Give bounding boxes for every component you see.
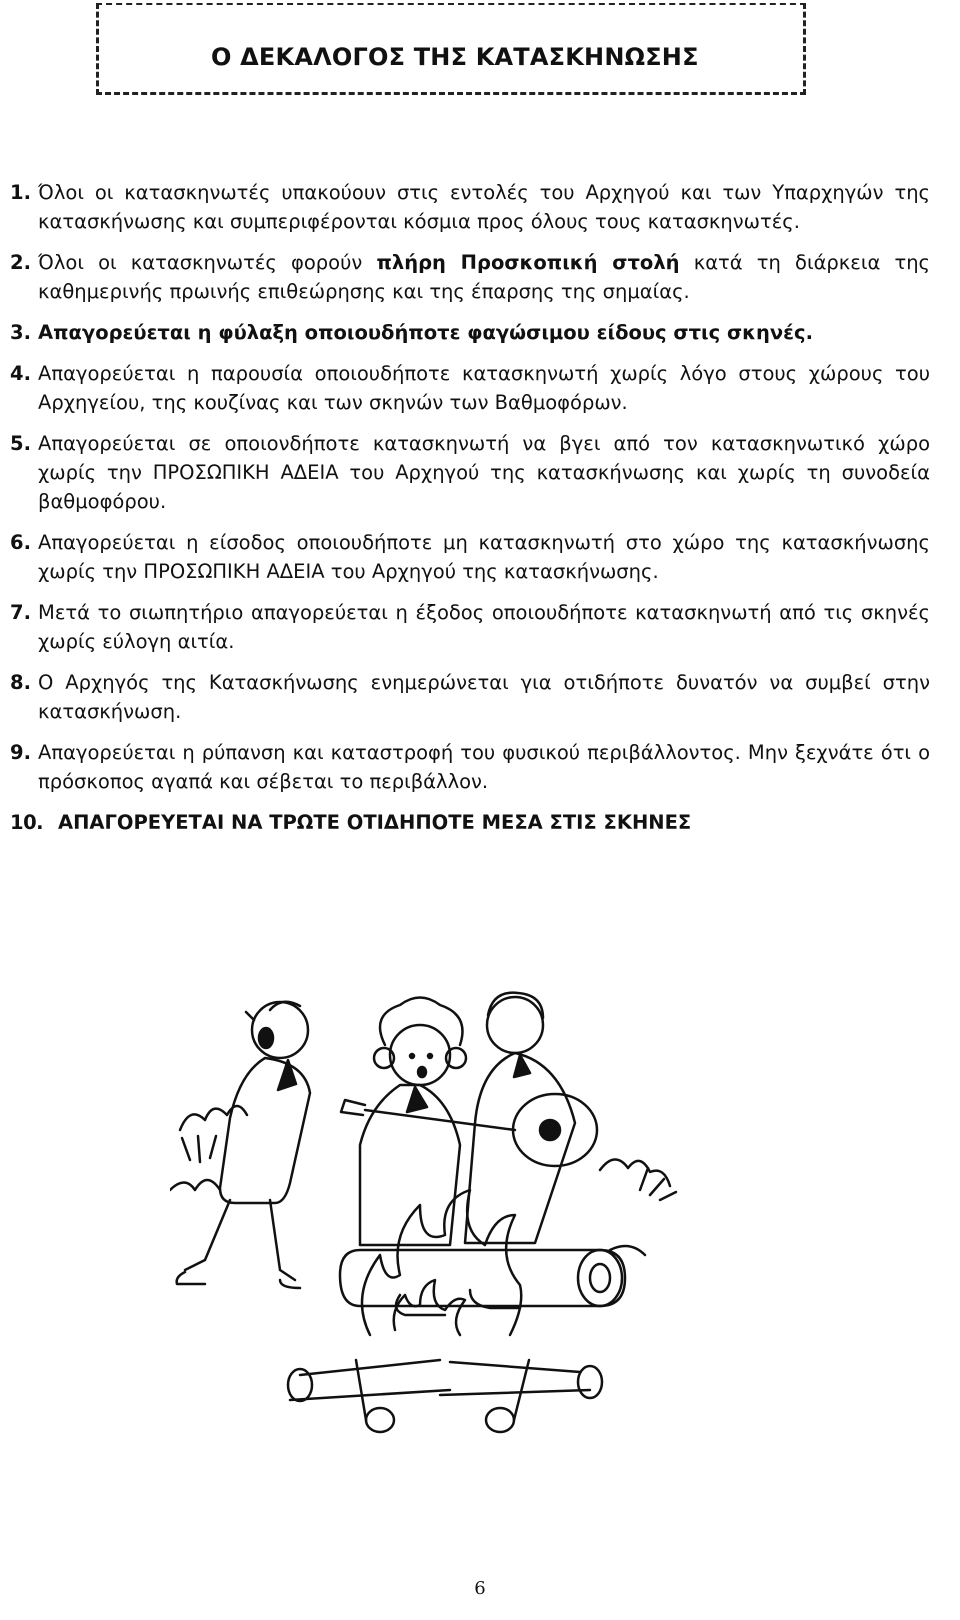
rule-5 <box>10 429 930 516</box>
rule-number: 3. <box>10 321 31 344</box>
rule-text: Απαγορεύεται σε οποιονδήποτε κατασκηνωτή να βγει από τον κατασκηνωτικό χώρο χωρίς την ΠΡΟΣΩΠΙΚΗ ΑΔΕΙΑ του Αρχηγού της κατασκήνωσης και χωρίς τη συνοδεία βαθμοφόρου. <box>38 432 930 513</box>
page-title: Ο ΔΕΚΑΛΟΓΟΣ ΤΗΣ ΚΑΤΑΣΚΗΝΩΣΗΣ <box>211 43 699 71</box>
title-box <box>96 3 806 95</box>
rule-7 <box>10 598 930 656</box>
rule-8 <box>10 668 930 726</box>
rule-number: 4. <box>10 362 31 385</box>
rule-number: 6. <box>10 531 31 554</box>
rule-text: Απαγορεύεται η ρύπανση και καταστροφή του φυσικού περιβάλλοντος. Μην ξεχνάτε ότι ο πρόσκοπος αγαπά και σέβεται το περιβάλλον. <box>38 741 930 793</box>
rule-number: 10. <box>10 811 44 834</box>
rule-4 <box>10 359 930 417</box>
rule-number: 5. <box>10 432 31 455</box>
rule-6 <box>10 528 930 586</box>
rule-text: ΑΠΑΓΟΡΕΥΕΤΑΙ ΝΑ ΤΡΩΤΕ ΟΤΙΔΗΠΟΤΕ ΜΕΣΑ ΣΤΙΣ ΣΚΗΝΕΣ <box>58 811 692 834</box>
rule-text-start: Όλοι οι κατασκηνωτές φορούν <box>38 251 377 274</box>
rule-number: 2. <box>10 251 31 274</box>
rule-text: Όλοι οι κατασκηνωτές υπακούουν στις εντολές του Αρχηγού και των Υπαρχηγών της κατασκήνωσης και συμπεριφέρονται κόσμια προς όλους τους κατασκηνωτές. <box>38 181 930 233</box>
page-number: 6 <box>474 1578 486 1599</box>
rules-list <box>10 178 930 849</box>
rule-text: Απαγορεύεται η παρουσία οποιουδήποτε κατασκηνωτή χωρίς λόγο στους χώρους του Αρχηγείου, της κουζίνας και των σκηνών των Βαθμοφόρων. <box>38 362 930 414</box>
rule-9 <box>10 738 930 796</box>
rule-text-emphasis: πλήρη Προσκοπική στολή <box>376 251 680 274</box>
campfire-illustration <box>170 990 690 1445</box>
rule-2 <box>10 248 930 306</box>
rule-number: 9. <box>10 741 31 764</box>
rule-number: 7. <box>10 601 31 624</box>
rule-text: Μετά το σιωπητήριο απαγορεύεται η έξοδος οποιουδήποτε κατασκηνωτή από τις σκηνές χωρίς εύλογη αιτία. <box>38 601 930 653</box>
rule-number: 8. <box>10 671 31 694</box>
rule-text: Απαγορεύεται η φύλαξη οποιουδήποτε φαγώσιμου είδους στις σκηνές. <box>38 321 813 344</box>
rule-text-end: κατά τη διάρκεια της καθημερινής πρωινής επιθεώρησης και της έπαρσης της σημαίας. <box>38 251 930 303</box>
rule-1 <box>10 178 930 236</box>
rule-text: Απαγορεύεται η είσοδος οποιουδήποτε μη κατασκηνωτή στο χώρο της κατασκήνωσης χωρίς την ΠΡΟΣΩΠΙΚΗ ΑΔΕΙΑ του Αρχηγού της κατασκήνωσης. <box>38 531 930 583</box>
rule-text: Ο Αρχηγός της Κατασκήνωσης ενημερώνεται για οτιδήποτε δυνατόν να συμβεί στην κατασκήνωση. <box>38 671 930 723</box>
rule-10 <box>10 808 930 837</box>
rule-3 <box>10 318 930 347</box>
rule-number: 1. <box>10 181 31 204</box>
